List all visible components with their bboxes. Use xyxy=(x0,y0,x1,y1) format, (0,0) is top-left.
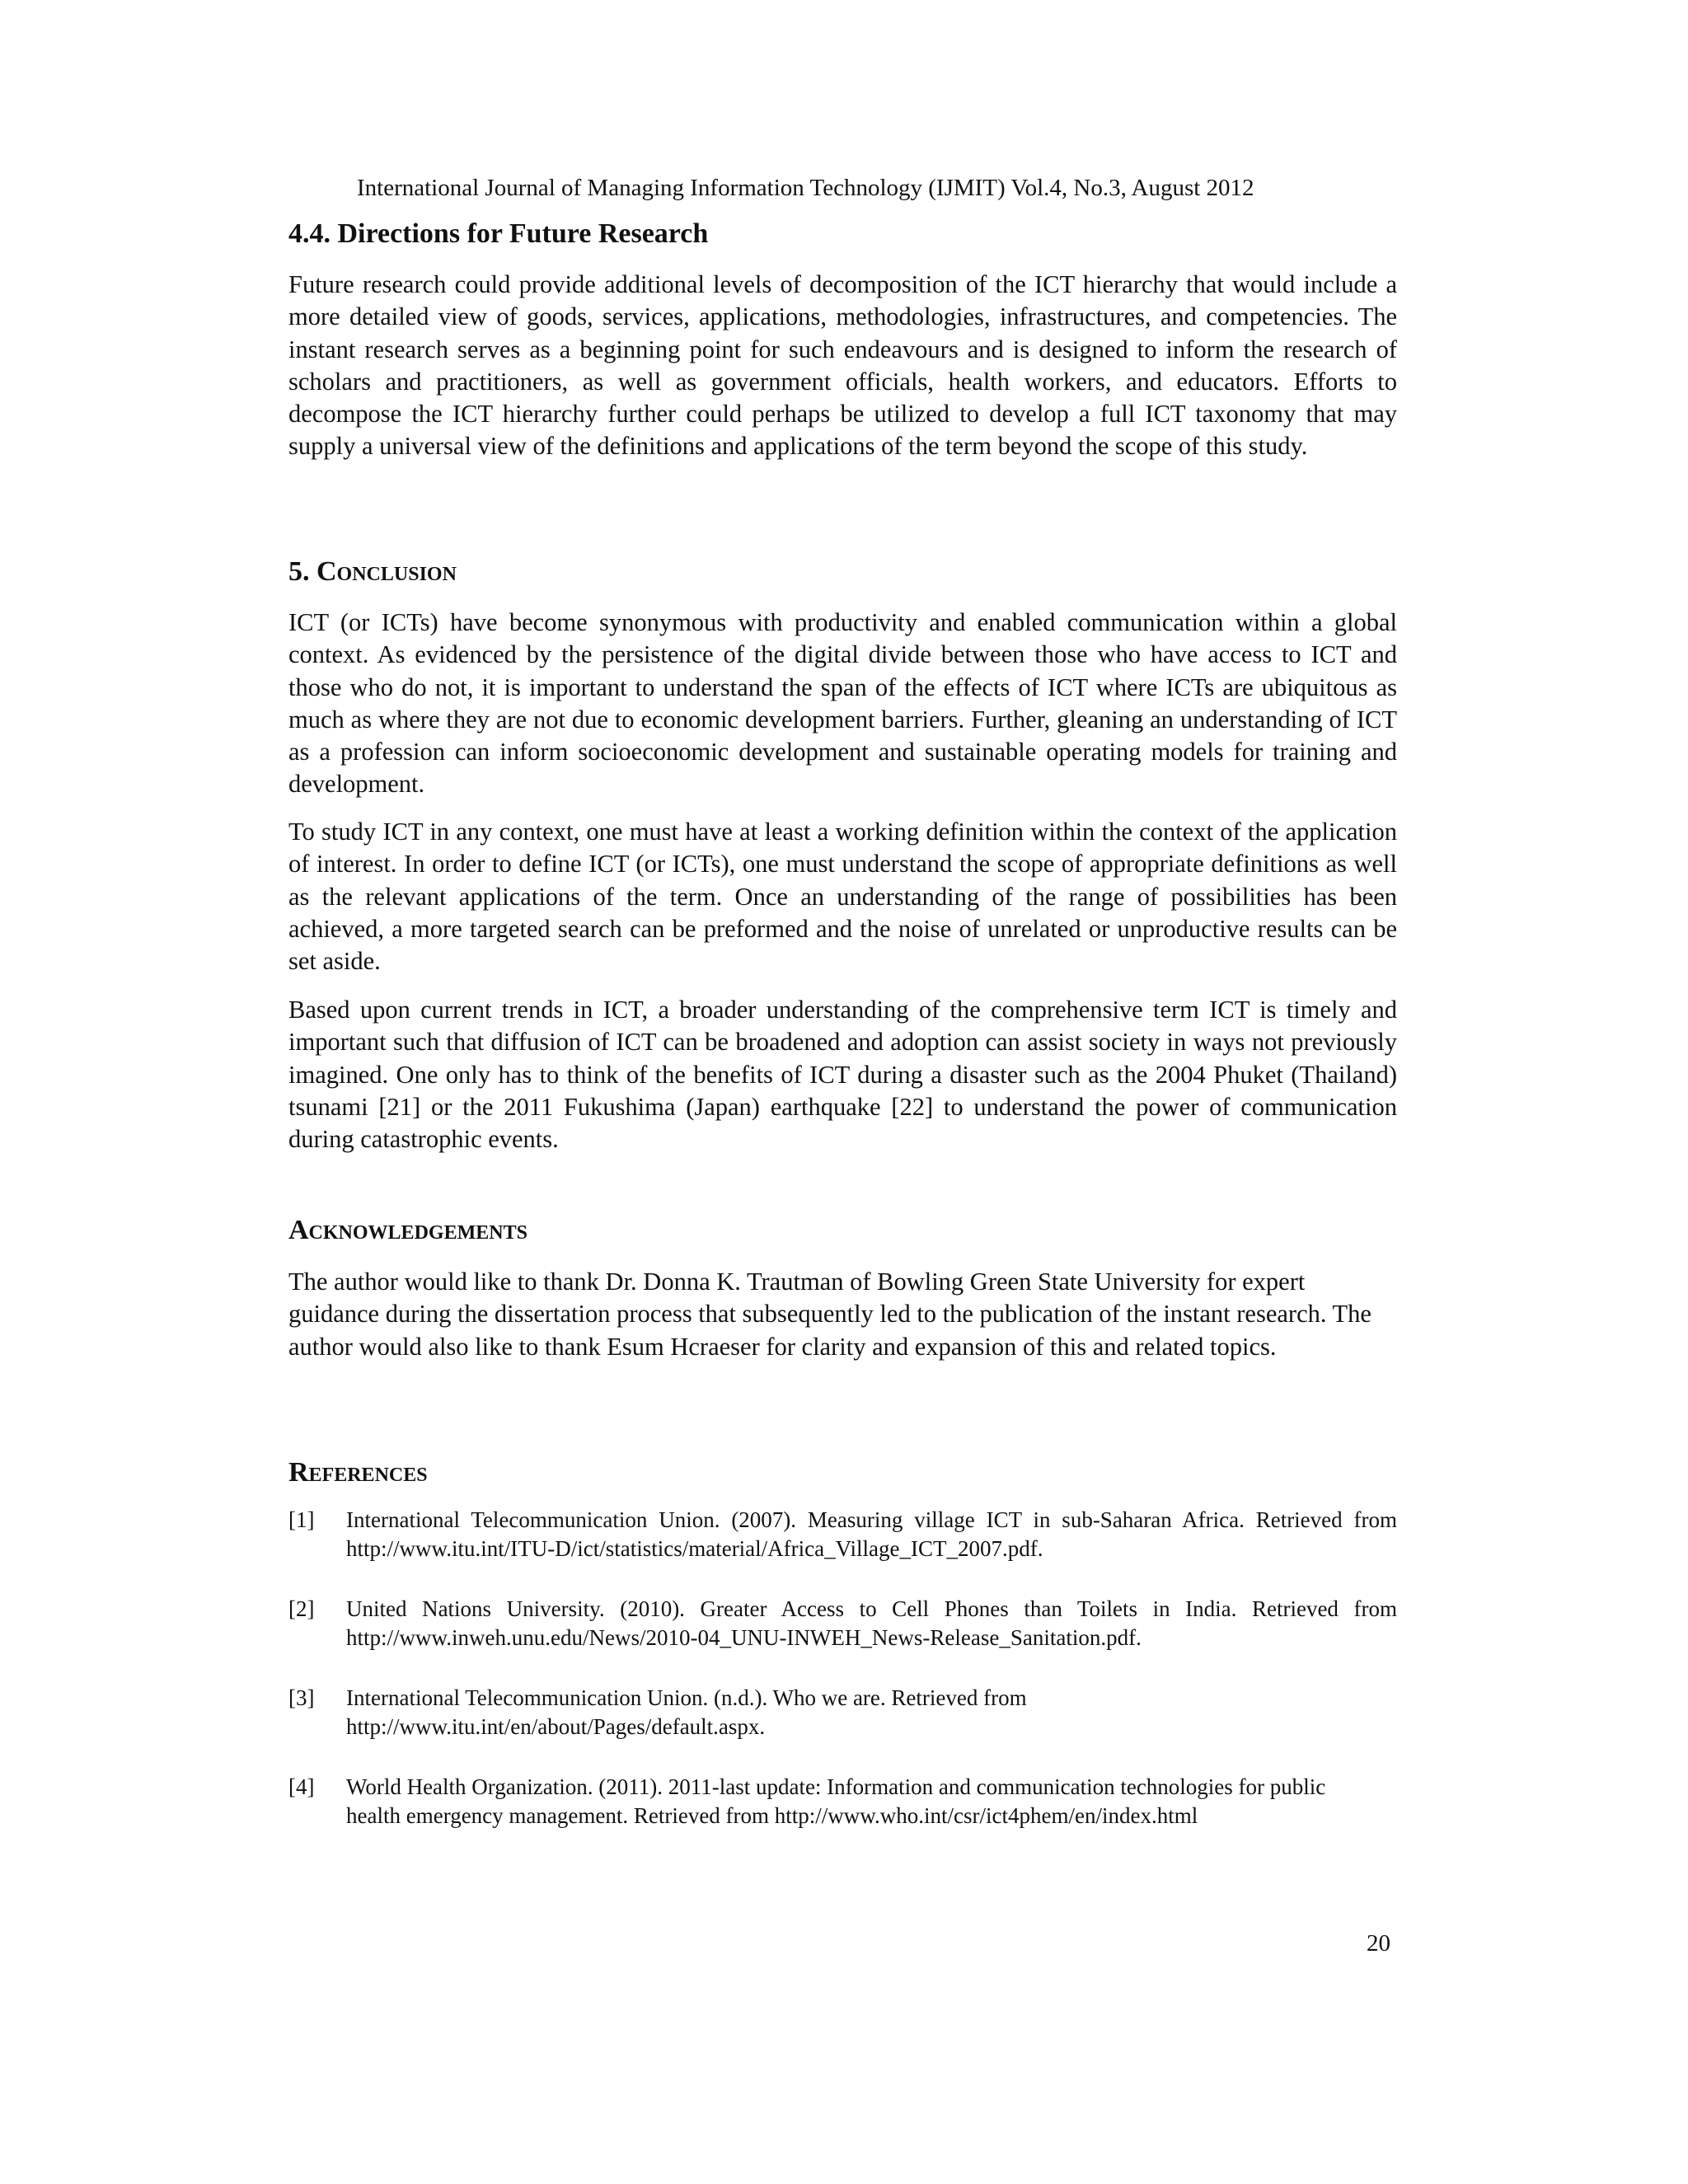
conclusion-paragraph-2: To study ICT in any context, one must have at least a working definition within the context of the application of interest. In order to define ICT (or ICTs), one must understand the scope of appropriate definitions as well as the relevant applications of the term. Once an understanding of the range of possibilities has been achieved, a more targeted search can be preformed and the noise of unrelated or unproductive results can be set aside. xyxy=(288,818,1397,976)
reference-text: International Telecommunication Union. (2007). Measuring village ICT in sub-Saharan Africa. Retrieved from http://www.itu.int/ITU-D/ict/statistics/material/Africa_Village_ICT_2007.pdf. xyxy=(346,1507,1397,1561)
reference-number: [1] xyxy=(288,1507,315,1532)
running-header: International Journal of Managing Information Technology (IJMIT) Vol.4, No.3, August 2012 xyxy=(357,175,1254,201)
reference-number: [2] xyxy=(288,1596,315,1621)
reference-text: United Nations University. (2010). Greater Access to Cell Phones than Toilets in India. Retrieved from http://www.inweh.unu.edu/News/2010-04_UNU-INWEH_News-Release_Sanitation.pdf. xyxy=(346,1596,1397,1650)
acknowledgements-paragraph: The author would like to thank Dr. Donna K. Trautman of Bowling Green State University for expert guidance during the dissertation process that subsequently led to the publication of the instant research. The author would also like to thank Esum Hcraeser for clarity and expansion of this and related topics. xyxy=(288,1268,1372,1361)
reference-item xyxy=(288,1506,1397,1563)
acknowledgements-heading: Acknowledgements xyxy=(288,1215,528,1245)
section-4-4-paragraph: Future research could provide additional levels of decomposition of the ICT hierarchy that would include a more detailed view of goods, services, applications, methodologies, infrastructures, and competencies. The instant research serves as a beginning point for such endeavours and is designed to inform the research of scholars and practitioners, as well as government officials, health workers, and educators. Efforts to decompose the ICT hierarchy further could perhaps be utilized to develop a full ICT taxonomy that may supply a universal view of the definitions and applications of the term beyond the scope of this study. xyxy=(288,270,1397,461)
reference-number: [3] xyxy=(288,1685,315,1710)
page-number: 20 xyxy=(1367,1930,1390,1957)
references-heading: References xyxy=(288,1457,428,1488)
reference-item xyxy=(288,1595,1397,1652)
reference-item xyxy=(288,1684,1397,1741)
conclusion-heading: 5. Conclusion xyxy=(288,556,457,587)
section-4-4-heading: 4.4. Directions for Future Research xyxy=(288,218,709,249)
reference-text: World Health Organization. (2011). 2011-last update: Information and communication technologies for public health emergency management. Retrieved from http://www.who.int/csr/ict4phem/en/index.html xyxy=(346,1774,1326,1828)
reference-item xyxy=(288,1773,1397,1830)
reference-number: [4] xyxy=(288,1774,315,1799)
conclusion-paragraph-3: Based upon current trends in ICT, a broader understanding of the comprehensive term ICT is timely and important such that diffusion of ICT can be broadened and adoption can assist society in ways not previously imagined. One only has to think of the benefits of ICT during a disaster such as the 2004 Phuket (Thailand) tsunami [21] or the 2011 Fukushima (Japan) earthquake [22] to understand the power of communication during catastrophic events. xyxy=(288,996,1397,1154)
reference-text: International Telecommunication Union. (n.d.). Who we are. Retrieved from http://www.itu.int/en/about/Pages/default.aspx. xyxy=(346,1685,1027,1739)
conclusion-paragraph-1: ICT (or ICTs) have become synonymous with productivity and enabled communication within a global context. As evidenced by the persistence of the digital divide between those who have access to ICT and those who do not, it is important to understand the span of the effects of ICT where ICTs are ubiquitous as much as where they are not due to economic development barriers. Further, gleaning an understanding of ICT as a profession can inform socioeconomic development and sustainable operating models for training and development. xyxy=(288,608,1397,799)
